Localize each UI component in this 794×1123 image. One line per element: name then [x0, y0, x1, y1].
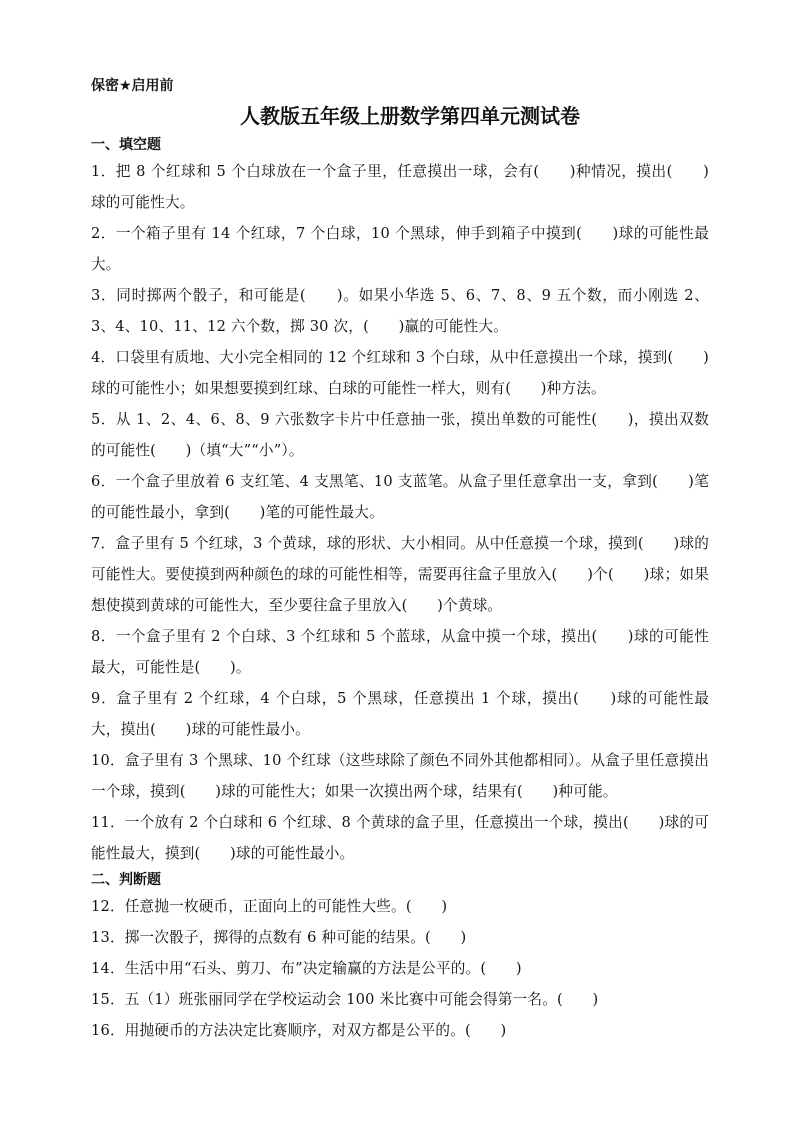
question-15: 15．五（1）班张丽同学在学校运动会 100 米比赛中可能会得第一名。( ) [91, 991, 599, 1008]
section-fill-in-blank [91, 134, 709, 869]
question-13: 13．掷一次骰子，掷得的点数有 6 种可能的结果。( ) [91, 929, 467, 946]
question-11: 11．一个放有 2 个白球和 6 个红球、8 个黄球的盒子里，任意摸出一个球，摸出( )球的可能性最大，摸到( )球的可能性最小。 [91, 814, 709, 862]
section-heading-judge: 二、判断题 [91, 872, 161, 888]
question-2: 2．一个箱子里有 14 个红球，7 个白球，10 个黑球，伸手到箱子中摸到( )球的可能性最大。 [91, 225, 709, 273]
question-10: 10．盒子里有 3 个黑球、10 个红球（这些球除了颜色不同外其他都相同）。从盒子里任意摸出一个球，摸到( )球的可能性大；如果一次摸出两个球，结果有( )种可能。 [91, 752, 709, 800]
question-7: 7．盒子里有 5 个红球，3 个黄球，球的形状、大小相同。从中任意摸一个球，摸到( )球的可能性大。要使摸到两种颜色的球的可能性相等，需要再往盒子里放入( )个( )球；如果想使摸到黄球的可能性大，至少要往盒子里放入( )个黄球。 [91, 535, 709, 614]
question-9: 9．盒子里有 2 个红球，4 个白球，5 个黑球，任意摸出 1 个球，摸出( )球的可能性最大，摸出( )球的可能性最小。 [91, 690, 709, 738]
question-16: 16．用抛硬币的方法决定比赛顺序，对双方都是公平的。( ) [91, 1022, 507, 1039]
question-5: 5．从 1、2、4、6、8、9 六张数字卡片中任意抽一张，摸出单数的可能性( )，摸出双数的可能性( )（填“大”“小”）。 [91, 411, 709, 459]
section-true-false [91, 869, 709, 1046]
question-14: 14．生活中用“石头、剪刀、布”决定输赢的方法是公平的。( ) [91, 960, 522, 977]
section-heading-fill: 一、填空题 [91, 137, 161, 153]
question-1: 1．把 8 个红球和 5 个白球放在一个盒子里，任意摸出一球，会有( )种情况，摸出( )球的可能性大。 [91, 163, 709, 211]
question-8: 8．一个盒子里有 2 个白球、3 个红球和 5 个蓝球，从盒中摸一个球，摸出( )球的可能性最大，可能性是( )。 [91, 628, 709, 676]
question-6: 6．一个盒子里放着 6 支红笔、4 支黑笔、10 支蓝笔。从盒子里任意拿出一支，拿到( )笔的可能性最小，拿到( )笔的可能性最大。 [91, 473, 709, 521]
question-12: 12．任意抛一枚硬币，正面向上的可能性大些。( ) [91, 898, 448, 915]
page-title: 人教版五年级上册数学第四单元测试卷 [240, 104, 580, 128]
question-3: 3．同时掷两个骰子，和可能是( )。如果小华选 5、6、7、8、9 五个数，而小刚选 2、3、4、10、11、12 六个数，掷 30 次，( )赢的可能性大。 [91, 287, 709, 335]
confidential-label: 保密★启用前 [91, 78, 174, 94]
question-4: 4．口袋里有质地、大小完全相同的 12 个红球和 3 个白球，从中任意摸出一个球，摸到( )球的可能性小；如果想要摸到红球、白球的可能性一样大，则有( )种方法。 [91, 349, 709, 397]
exam-page [91, 76, 709, 1046]
